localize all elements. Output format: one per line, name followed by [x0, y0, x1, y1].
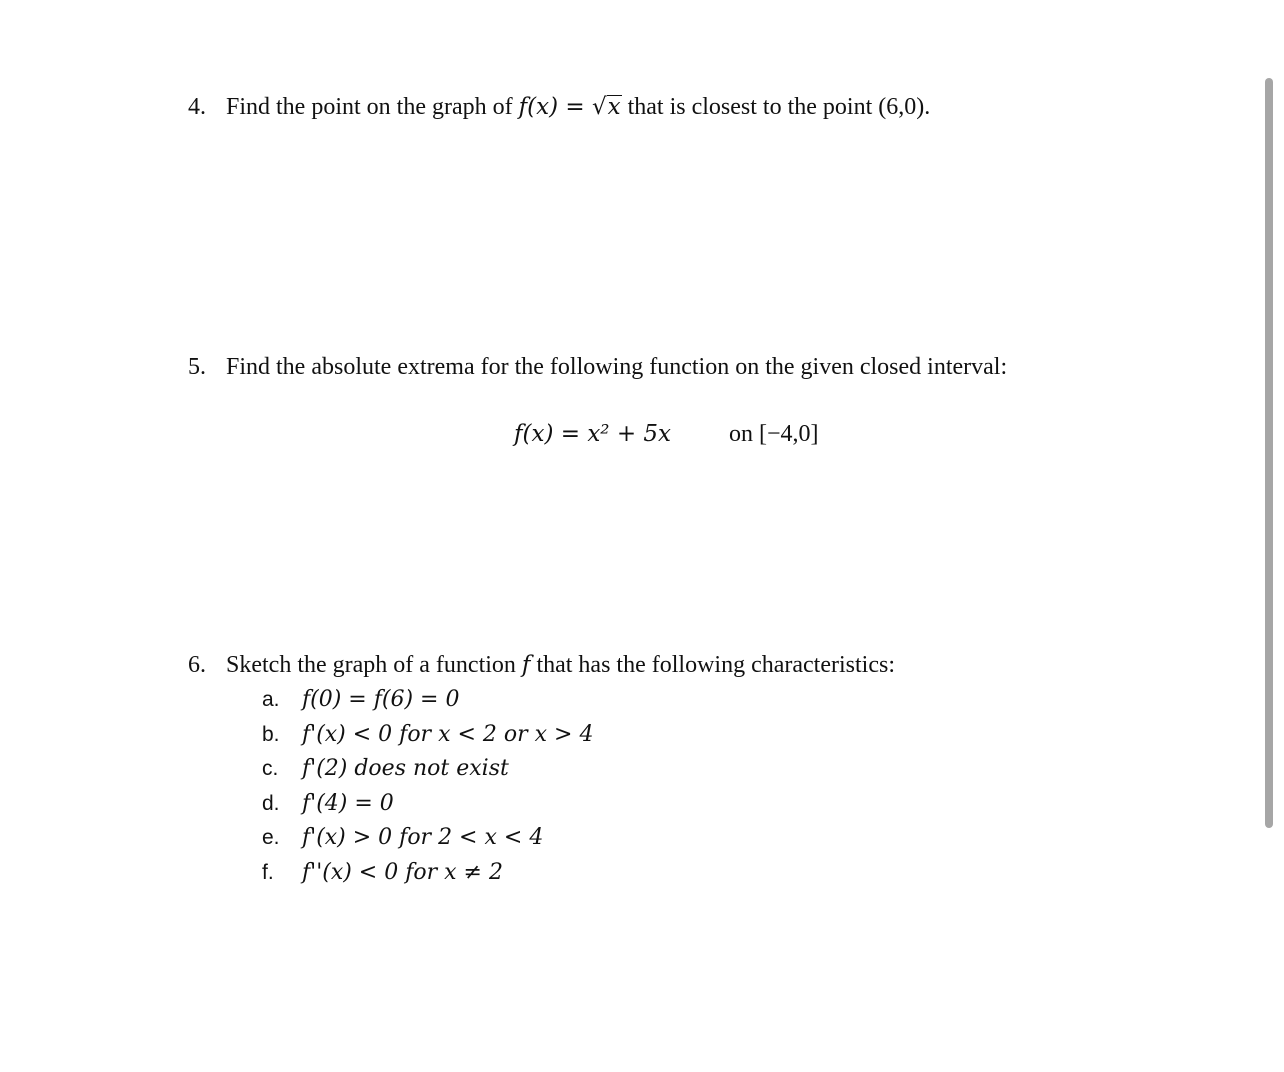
item-expression: f'(4) = 0 [302, 790, 394, 816]
item-letter: e. [262, 826, 280, 849]
list-item [262, 857, 593, 892]
square-root: √x [591, 94, 621, 120]
problem-4 [188, 92, 930, 122]
item-letter: d. [262, 791, 280, 815]
problem-text: Sketch the graph of a function [226, 652, 522, 678]
list-item [262, 753, 593, 788]
item-letter: a. [262, 688, 280, 711]
item-expression: f''(x) < 0 for x ≠ 2 [302, 859, 503, 885]
problem-5 [188, 352, 1007, 382]
vertical-scrollbar[interactable] [1265, 78, 1273, 828]
problem-text-end: that has the following characteristics: [530, 652, 895, 678]
function-symbol: f [521, 652, 531, 678]
item-letter: f. [262, 860, 274, 884]
radicand: x [607, 94, 621, 120]
problem-text: Find the absolute extrema for the following function on the given closed interval: [226, 354, 1008, 380]
list-item [262, 788, 593, 823]
list-item [262, 822, 593, 857]
function-expression: f(x) = [518, 94, 592, 120]
list-item [262, 719, 593, 754]
item-expression: f(0) = f(6) = 0 [302, 687, 460, 712]
item-letter: c. [262, 757, 279, 780]
problem-6 [188, 650, 895, 680]
problem-text-end: that is closest to the point (6,0). [621, 94, 931, 120]
problem-number: 4. [188, 94, 206, 120]
problem-5-formula [514, 419, 819, 449]
list-item [262, 684, 593, 719]
item-expression: f'(x) < 0 for x < 2 or x > 4 [302, 721, 594, 747]
problem-number: 6. [188, 652, 206, 678]
item-letter: b. [262, 722, 280, 746]
problem-number: 5. [188, 354, 206, 380]
characteristics-list [262, 684, 593, 891]
function-formula: f(x) = x² + 5x [514, 421, 672, 447]
item-expression: f'(x) > 0 for 2 < x < 4 [302, 825, 544, 850]
item-expression: f'(2) does not exist [302, 756, 509, 781]
interval: on [−4,0] [729, 421, 819, 447]
problem-text: Find the point on the graph of [226, 94, 519, 120]
